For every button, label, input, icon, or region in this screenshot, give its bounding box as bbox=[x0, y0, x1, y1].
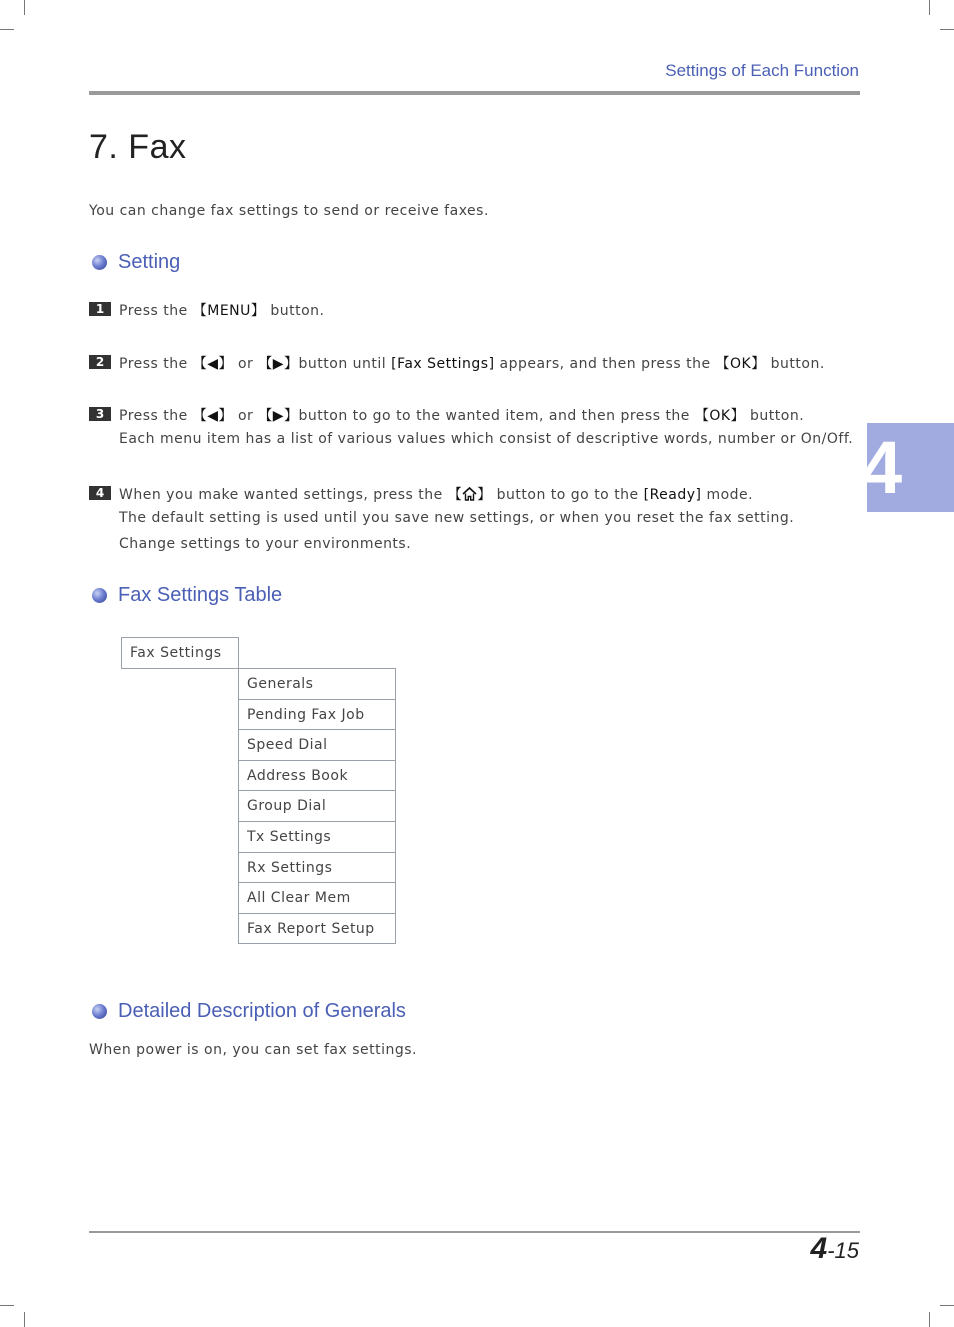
section-title: Setting bbox=[118, 251, 181, 273]
crop-mark bbox=[0, 29, 14, 30]
section-title: Fax Settings Table bbox=[118, 584, 283, 606]
table-row: Group Dial bbox=[238, 790, 396, 822]
step-line: Change settings to your environments. bbox=[119, 536, 412, 552]
generals-text: When power is on, you can set fax settings. bbox=[89, 1042, 417, 1058]
crop-mark bbox=[940, 29, 954, 30]
step-line: Press the 【MENU】 button. bbox=[119, 303, 325, 319]
step-line: Each menu item has a list of various values which consist of descriptive words, number or On/Off. bbox=[119, 431, 854, 447]
intro-text: You can change fax settings to send or receive faxes. bbox=[89, 203, 489, 219]
step-number: 2 bbox=[89, 355, 111, 369]
page-title: 7. Fax bbox=[89, 128, 187, 166]
table-row: Speed Dial bbox=[238, 729, 396, 761]
crop-mark bbox=[24, 0, 25, 15]
section-setting bbox=[92, 251, 180, 274]
table-row: Rx Settings bbox=[238, 852, 396, 884]
crop-mark bbox=[0, 1305, 14, 1306]
chapter-tab: 4 bbox=[867, 423, 954, 512]
bullet-icon bbox=[92, 588, 107, 603]
step-line: Press the 【◀】 or 【▶】button to go to the wanted item, and then press the 【OK】 button. bbox=[119, 408, 805, 424]
table-row: Tx Settings bbox=[238, 821, 396, 853]
section-fax-settings-table bbox=[92, 584, 282, 607]
table-row: Address Book bbox=[238, 760, 396, 792]
step-number: 3 bbox=[89, 407, 111, 421]
bullet-icon bbox=[92, 1004, 107, 1019]
table-row: Pending Fax Job bbox=[238, 699, 396, 731]
crop-mark bbox=[929, 1312, 930, 1327]
step-line: Press the 【◀】 or 【▶】button until [Fax Settings] appears, and then press the 【OK】 button. bbox=[119, 356, 825, 372]
running-header: Settings of Each Function bbox=[665, 61, 859, 80]
step-number: 4 bbox=[89, 486, 111, 500]
section-title: Detailed Description of Generals bbox=[118, 1000, 406, 1022]
footer-divider bbox=[89, 1231, 860, 1233]
section-generals bbox=[92, 1000, 406, 1023]
table-root-cell: Fax Settings bbox=[121, 637, 239, 669]
step-line: When you make wanted settings, press the 【 】 button to go to the [Ready] mode. bbox=[119, 487, 754, 503]
table-row: Fax Report Setup bbox=[238, 913, 396, 945]
page-number: 4-15 bbox=[810, 1232, 859, 1265]
crop-mark bbox=[940, 1305, 954, 1306]
bullet-icon bbox=[92, 255, 107, 270]
step-number: 1 bbox=[89, 302, 111, 316]
header-divider bbox=[89, 91, 860, 95]
home-icon bbox=[462, 487, 477, 503]
step-line: The default setting is used until you save new settings, or when you reset the fax setting. bbox=[119, 510, 795, 526]
crop-mark bbox=[24, 1312, 25, 1327]
table-row: All Clear Mem bbox=[238, 882, 396, 914]
crop-mark bbox=[929, 0, 930, 15]
table-row: Generals bbox=[238, 668, 396, 700]
